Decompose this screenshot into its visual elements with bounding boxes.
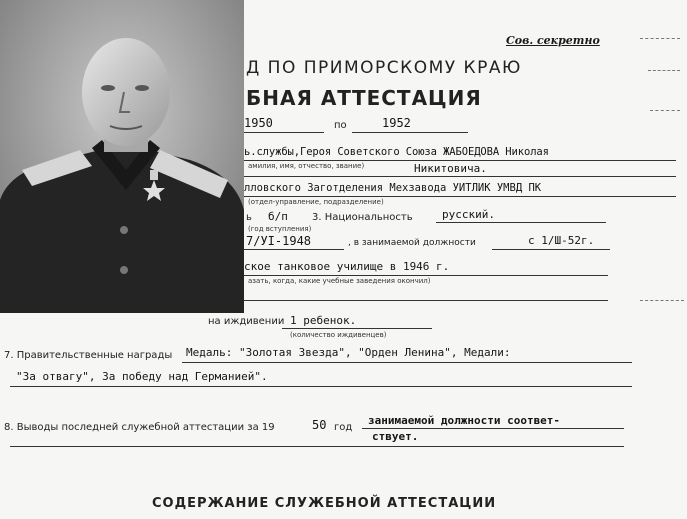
- dependents-prefix: на иждивении: [208, 316, 285, 327]
- education-value: ское танковое училище в 1946 г.: [244, 260, 450, 273]
- entry-caption: (год вступления): [248, 225, 312, 233]
- patronymic: Никитовича.: [414, 162, 487, 175]
- period-from-year: 1950: [244, 116, 273, 130]
- unit-line: лловского Заготделения Мехзавода УИТЛИК УМВД ПК: [244, 182, 542, 194]
- period-to-label: по: [334, 120, 347, 131]
- conclusions-year: 50: [312, 418, 327, 432]
- nationality-value: русский.: [442, 208, 495, 221]
- nationality-label: 3. Национальность: [312, 212, 413, 223]
- section-title: СОДЕРЖАНИЕ СЛУЖЕБНОЙ АТТЕСТАЦИИ: [152, 496, 497, 511]
- department-heading: Д ПО ПРИМОРСКОМУ КРАЮ: [246, 58, 522, 78]
- service-line: ь.службы,Героя Советского Союза ЖАБОЕДОВА Николая: [244, 146, 549, 158]
- secret-stamp: Сов. секретно: [506, 34, 600, 47]
- awards-line2: "За отвагу", За победу над Германией".: [16, 370, 268, 383]
- awards-label: 7. Правительственные награды: [4, 350, 173, 361]
- name-caption: амилия, имя, отчество, звание): [248, 162, 365, 170]
- party-value: б/п: [268, 210, 288, 223]
- party-prefix: ь: [246, 212, 252, 223]
- document-title: БНАЯ АТТЕСТАЦИЯ: [246, 86, 482, 110]
- since-date: 7/УI-1948: [246, 234, 312, 248]
- portrait-photo: [0, 0, 244, 313]
- conclusions-value1: занимаемой должности соответ-: [368, 414, 561, 427]
- dependents-caption: (количество иждивенцев): [290, 331, 387, 339]
- conclusions-label: 8. Выводы последней служебной аттестации за 19: [4, 422, 275, 433]
- position-since: с 1/Ш-52г.: [528, 234, 595, 247]
- unit-caption: (отдел-управление, подразделение): [248, 198, 384, 206]
- conclusions-suffix: год: [334, 422, 353, 433]
- conclusions-value2: ствует.: [372, 430, 419, 443]
- dependents-value: 1 ребенок.: [290, 314, 357, 327]
- education-caption: азать, когда, какие учебные заведения окончил): [248, 277, 431, 285]
- awards-line1: Медаль: "Золотая Звезда", "Орден Ленина", Медали:: [186, 346, 511, 359]
- period-to-year: 1952: [382, 116, 411, 130]
- position-label: , в занимаемой должности: [348, 238, 476, 248]
- portrait-photo-icon: [0, 0, 244, 313]
